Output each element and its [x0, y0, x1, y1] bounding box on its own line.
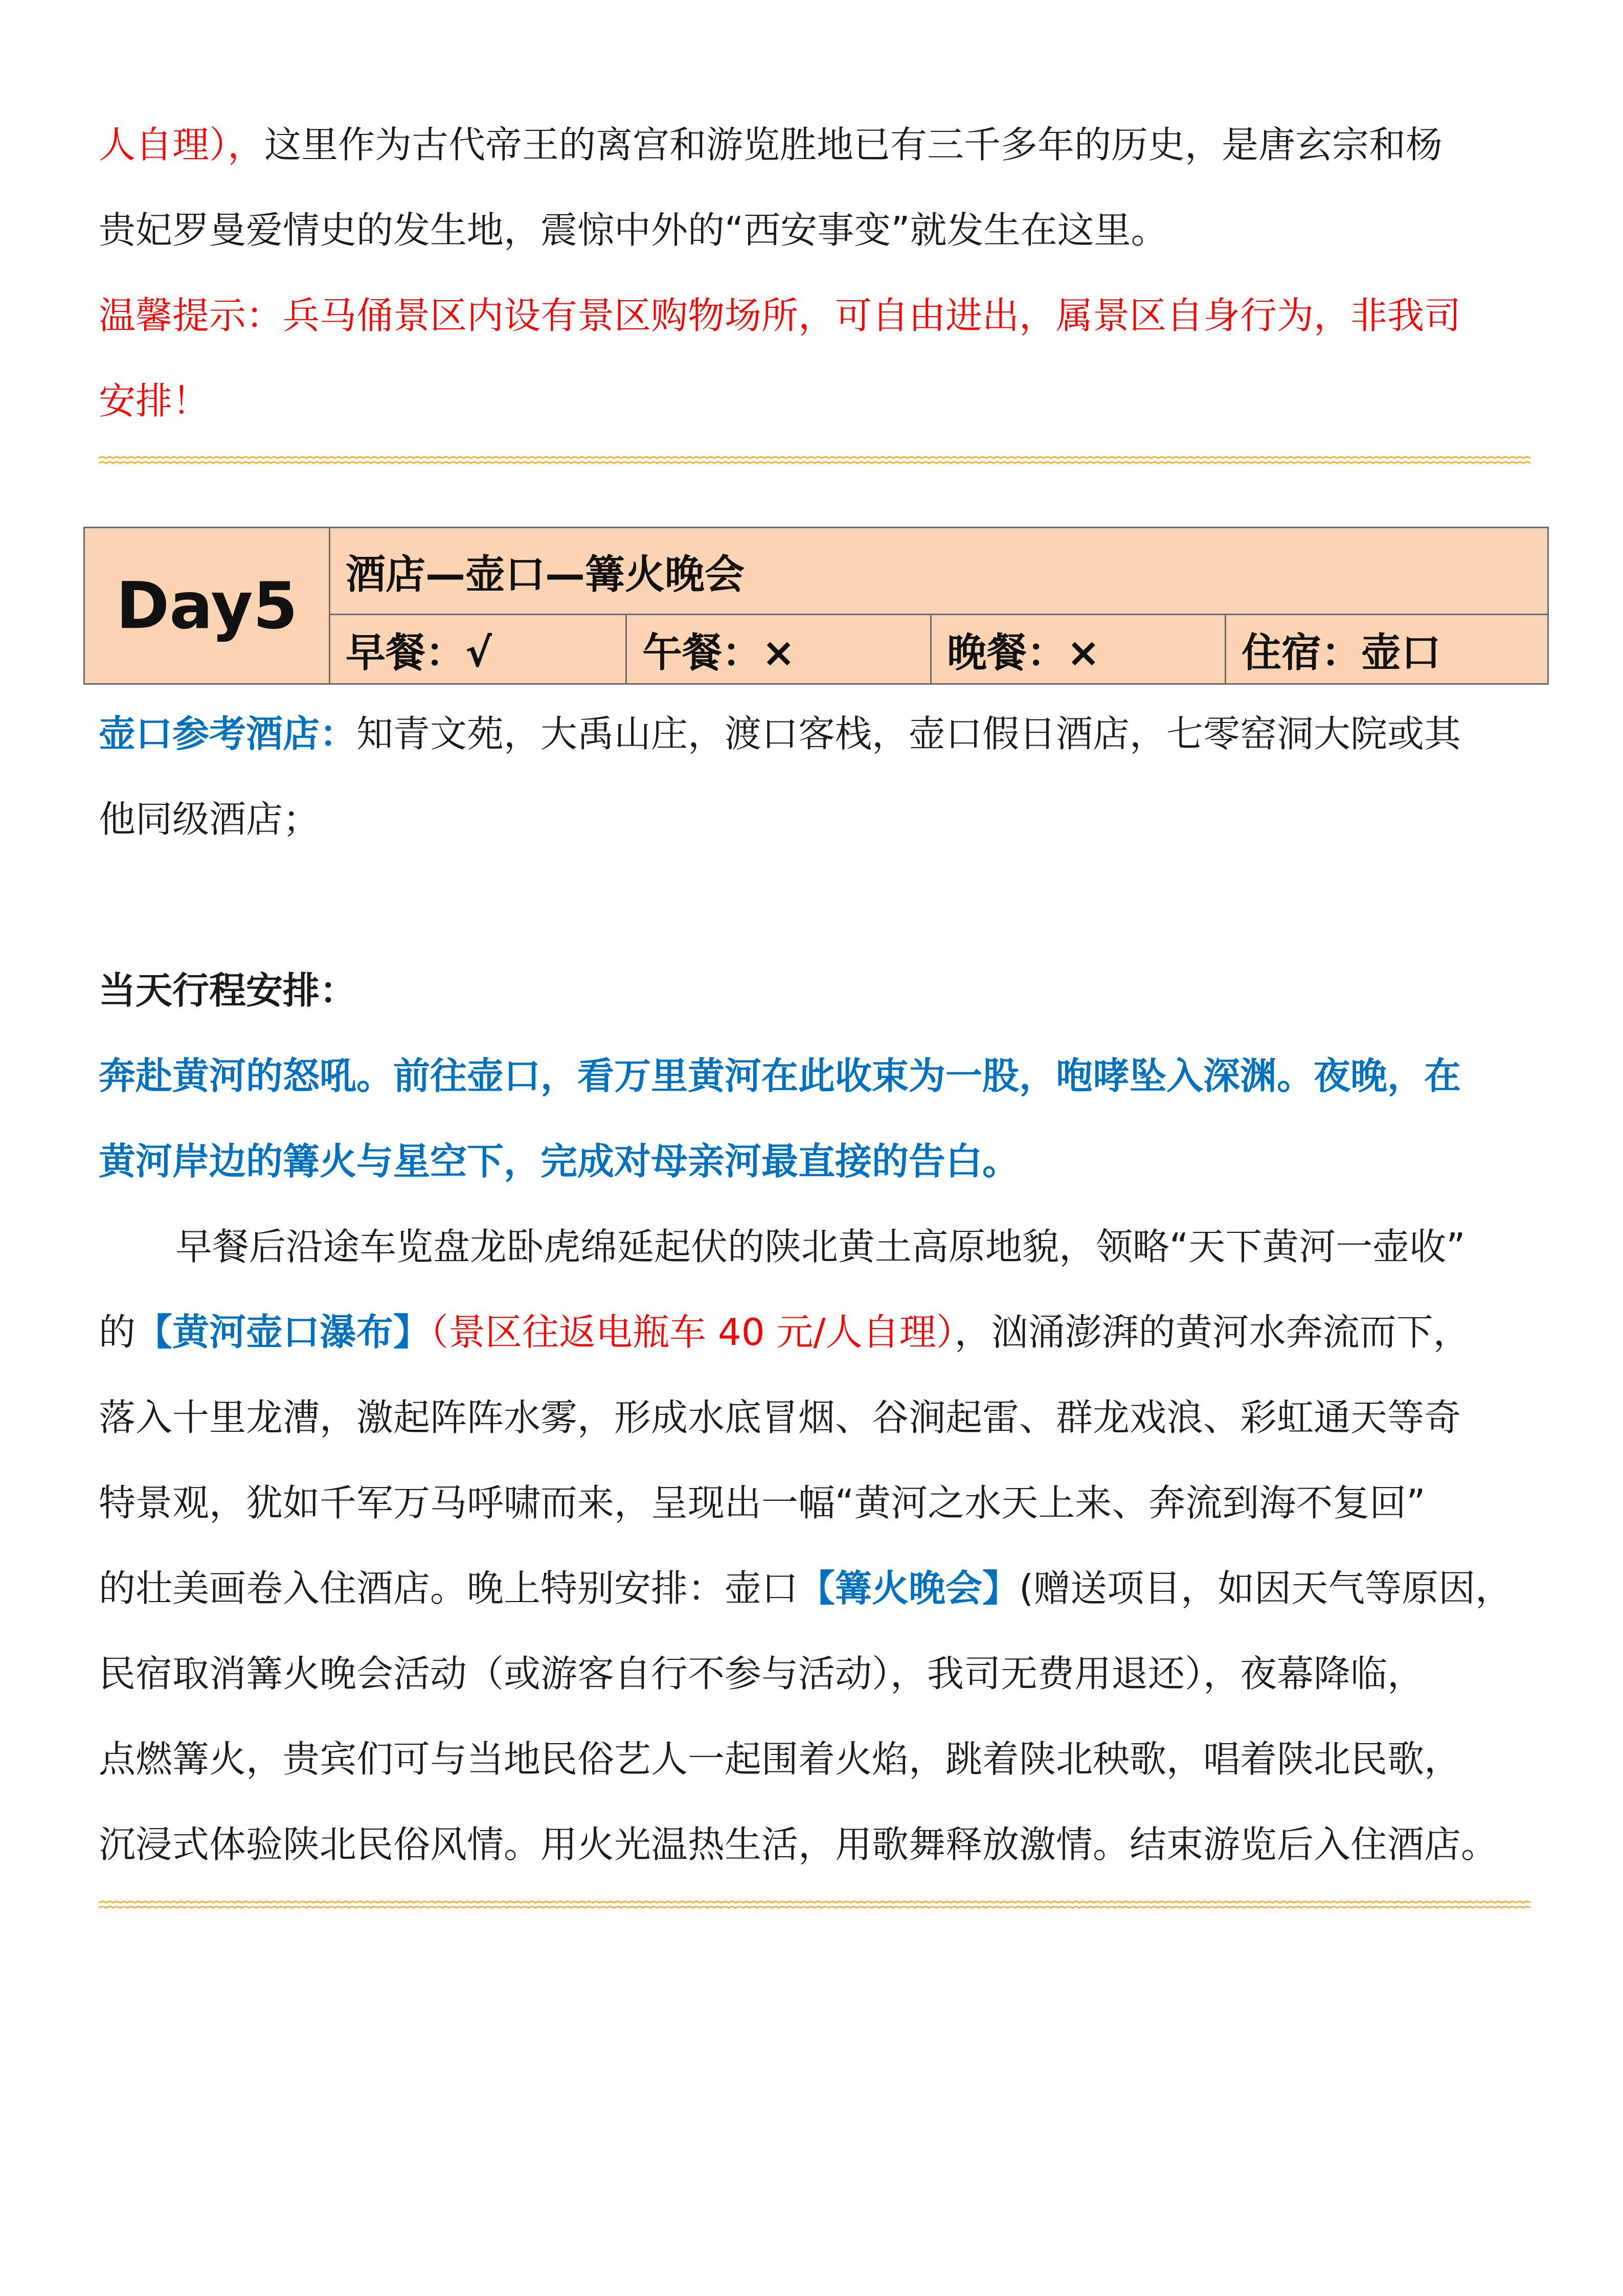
text-span: ，汹涌澎湃的黄河水奔流而下， — [954, 1311, 1470, 1354]
schedule-intro: 奔赴黄河的怒吼。前往壶口，看万里黄河在此收束为一股，咆哮坠入深渊。夜晚，在 — [99, 1054, 1461, 1097]
paragraph-line: 早餐后沿途车览盘龙卧虎绵延起伏的陕北黄土高原地貌，领略“天下黄河一壶收” — [175, 1225, 1466, 1268]
hotel-list: 知青文苑，大禹山庄，渡口客栈，壶口假日酒店，七零窑洞大院或其 — [356, 712, 1461, 755]
paragraph-line: 民宿取消篝火晚会活动（或游客自行不参与活动），我司无费用退还），夜幕降临， — [99, 1652, 1425, 1695]
hotel-line — [99, 708, 1530, 759]
spot-name: 【篝火晚会】 — [798, 1567, 1020, 1610]
hotel-label: 壶口参考酒店： — [99, 712, 357, 755]
spot-name: 【黄河壶口瀑布】 — [136, 1311, 431, 1354]
text-span: (赠送项目，如因天气等原因， — [1019, 1567, 1513, 1610]
hotel-line: 他同级酒店； — [99, 798, 320, 841]
wavy-divider — [99, 1895, 1530, 1915]
schedule-intro: 黄河岸边的篝火与星空下，完成对母亲河最直接的告白。 — [99, 1140, 1020, 1183]
fee-note: 人自理）， — [99, 123, 265, 166]
text-span: 这里作为古代帝王的离宫和游览胜地已有三千多年的历史，是唐玄宗和杨 — [264, 123, 1443, 166]
paragraph-line — [99, 1563, 1530, 1614]
paragraph-line — [99, 1307, 1530, 1358]
breakfast-cell: 早餐：√ — [330, 615, 627, 683]
text-line: 贵妃罗曼爱情史的发生地，震惊中外的“西安事变”就发生在这里。 — [99, 209, 1168, 252]
warm-tip-line: 温馨提示：兵马俑景区内设有景区购物场所，可自由进出，属景区自身行为，非我司 — [99, 294, 1461, 337]
schedule-heading: 当天行程安排： — [99, 969, 357, 1012]
paragraph-line: 特景观，犹如千军万马呼啸而来，呈现出一幅“黄河之水天上来、奔流到海不复回” — [99, 1481, 1426, 1524]
warm-tip-line: 安排！ — [99, 379, 210, 422]
lunch-cell: 午餐：× — [627, 615, 932, 683]
text-span: 的壮美画卷入住酒店。晚上特别安排：壶口 — [99, 1567, 799, 1610]
day-label: Day5 — [85, 528, 330, 683]
text-line — [99, 119, 1530, 170]
lodging-cell: 住宿：壶口 — [1242, 629, 1441, 676]
paragraph-line: 沉浸式体验陕北民俗风情。用火光温热生活，用歌舞释放激情。结束游览后入住酒店。 — [99, 1823, 1498, 1866]
text-span: 的 — [99, 1311, 136, 1354]
day-route: 酒店—壶口—篝火晚会 — [330, 528, 1547, 615]
dinner-cell: 晚餐：× — [932, 615, 1226, 683]
paragraph-line: 落入十里龙漕，激起阵阵水雾，形成水底冒烟、谷涧起雷、群龙戏浪、彩虹通天等奇 — [99, 1396, 1461, 1439]
day-table — [83, 527, 1549, 685]
paragraph-line: 点燃篝火，贵宾们可与当地民俗艺人一起围着火焰，跳着陕北秧歌，唱着陕北民歌， — [99, 1738, 1461, 1781]
wavy-divider — [99, 450, 1530, 470]
fee-note: （景区往返电瓶车 40 元/人自理） — [430, 1311, 955, 1354]
